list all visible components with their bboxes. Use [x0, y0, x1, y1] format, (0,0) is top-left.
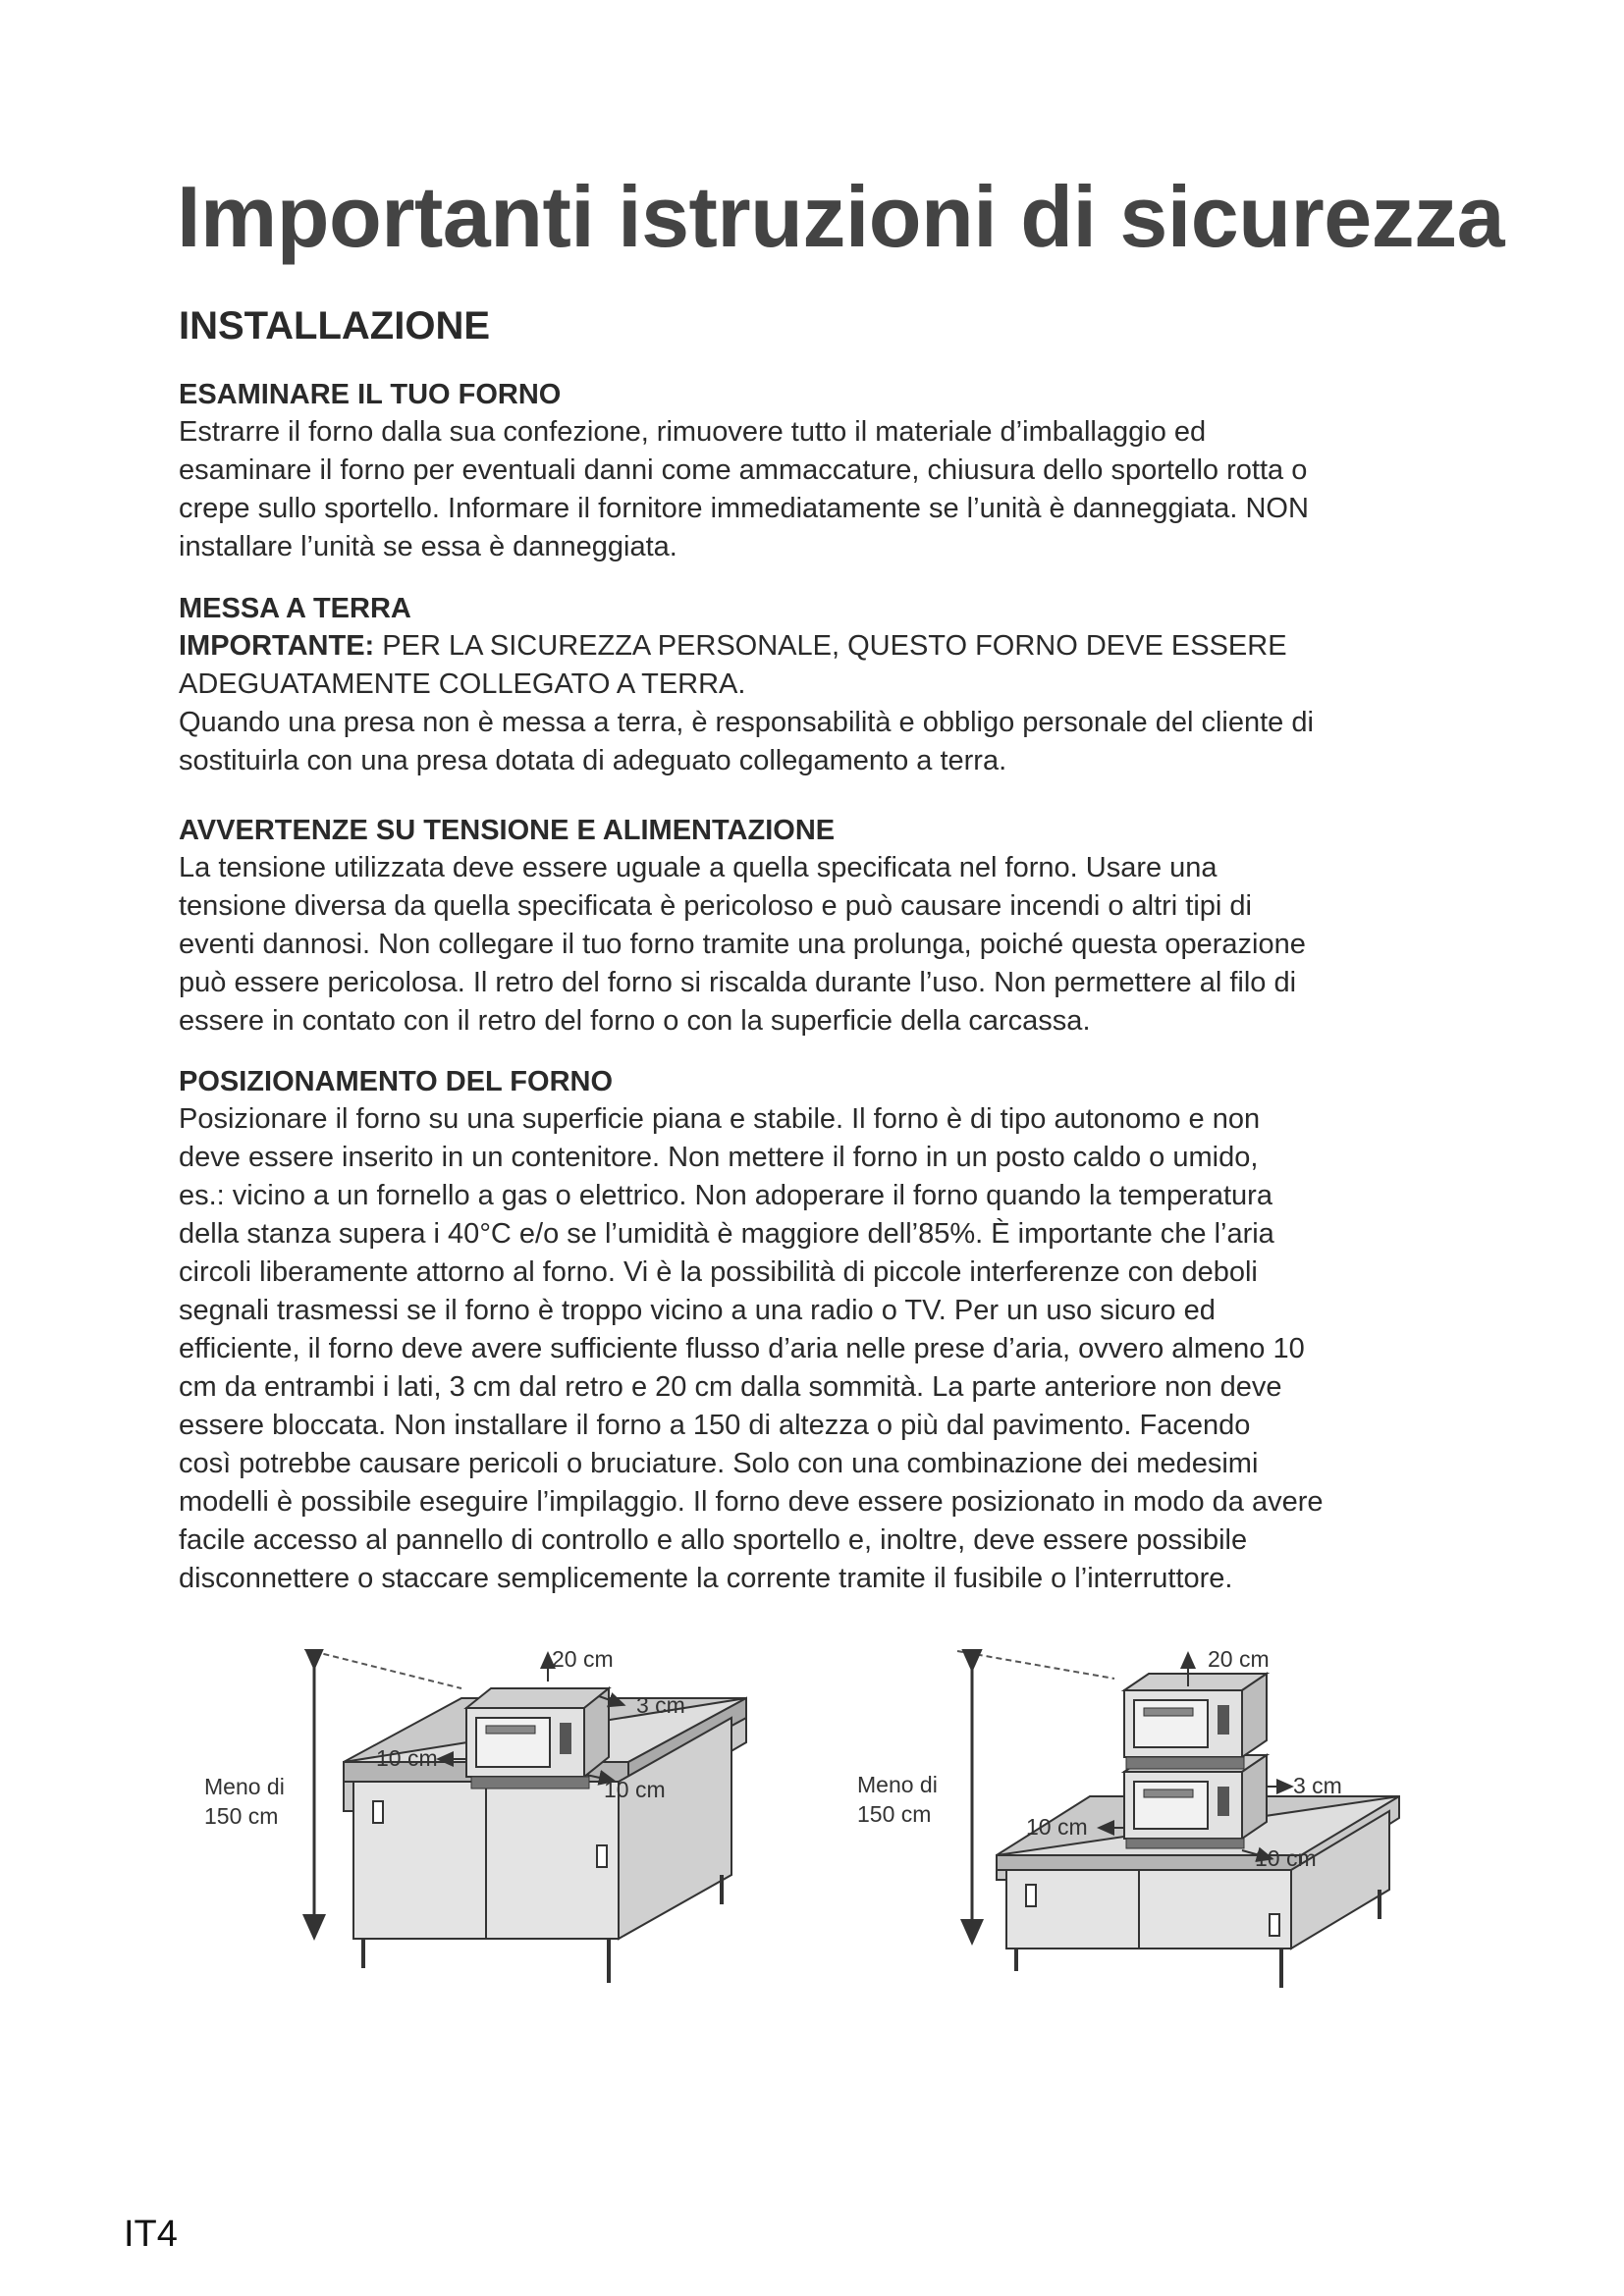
esaminare-line: esaminare il forno per eventuali danni come ammaccature, chiusura dello sportello rotta o [179, 454, 1308, 486]
tensione-line: essere in contato con il retro del forno o con la superficie della carcassa. [179, 1005, 1091, 1037]
heading-messa-a-terra: MESSA A TERRA [179, 593, 411, 624]
terra-line: Quando una presa non è messa a terra, è responsabilità e obbligo personale del cliente di [179, 707, 1314, 738]
right-clearance-label: 10 cm [604, 1777, 666, 1802]
height-label-line2: 150 cm [204, 1803, 279, 1829]
section-esaminare [179, 376, 1485, 566]
back-clearance-label: 3 cm [1293, 1773, 1342, 1798]
important-text: PER LA SICUREZZA PERSONALE, QUESTO FORNO DEVE ESSERE [374, 630, 1287, 662]
posizionamento-line: es.: vicino a un fornello a gas o elettrico. Non adoperare il forno quando la temperatura [179, 1180, 1272, 1211]
posizionamento-line: modelli è possibile eseguire l’impilaggio. Il forno deve essere posizionato in modo da avere [179, 1486, 1324, 1518]
height-label-line2: 150 cm [857, 1801, 932, 1827]
heading-esaminare: ESAMINARE IL TUO FORNO [179, 379, 562, 410]
posizionamento-line: cm da entrambi i lati, 3 cm dal retro e 20 cm dalla sommità. La parte anteriore non deve [179, 1371, 1282, 1403]
posizionamento-line: Posizionare il forno su una superficie piana e stabile. Il forno è di tipo autonomo e non [179, 1103, 1261, 1135]
posizionamento-line: essere bloccata. Non installare il forno a 150 di altezza o più dal pavimento. Facendo [179, 1410, 1251, 1441]
left-clearance-label: 10 cm [1026, 1814, 1088, 1840]
tensione-line: La tensione utilizzata deve essere uguale a quella specificata nel forno. Usare una [179, 852, 1218, 883]
single-oven-illustration [196, 1649, 776, 2042]
height-label-line1: Meno di [204, 1774, 285, 1799]
esaminare-line: Estrarre il forno dalla sua confezione, rimuovere tutto il materiale d’imballaggio ed [179, 416, 1207, 448]
esaminare-line: crepe sullo sportello. Informare il fornitore immediatamente se l’unità è danneggiata. NON [179, 493, 1309, 524]
figure-single-oven [196, 1646, 776, 2042]
terra-line: sostituirla con una presa dotata di adeguato collegamento a terra. [179, 745, 1007, 776]
right-clearance-label: 10 cm [1255, 1845, 1317, 1871]
posizionamento-line: disconnettere o staccare semplicemente la corrente tramite il fusibile o l’interruttore. [179, 1563, 1233, 1594]
figure-stacked-ovens [849, 1646, 1429, 2042]
cabinet-front [1006, 1870, 1291, 1949]
section-messa-a-terra [179, 590, 1485, 780]
terra-important-line [179, 627, 1485, 666]
tensione-line: tensione diversa da quella specificata è pericoloso e può causare incendi o altri tipi di [179, 890, 1252, 922]
stacked-ovens-illustration [849, 1649, 1429, 2042]
back-clearance-label: 3 cm [636, 1692, 685, 1718]
top-clearance-label: 20 cm [1208, 1646, 1270, 1672]
tensione-line: eventi dannosi. Non collegare il tuo forno tramite una prolunga, poiché questa operazione [179, 929, 1306, 960]
posizionamento-line: segnali trasmessi se il forno è troppo vicino a una radio o TV. Per un uso sicuro ed [179, 1295, 1216, 1326]
posizionamento-line: della stanza supera i 40°C e/o se l’umidità è maggiore dell’85%. È importante che l’aria [179, 1218, 1274, 1250]
important-label: IMPORTANTE: [179, 630, 375, 662]
heading-tensione: AVVERTENZE SU TENSIONE E ALIMENTAZIONE [179, 815, 836, 846]
tensione-line: può essere pericolosa. Il retro del forno si riscalda durante l’uso. Non permettere al filo di [179, 967, 1297, 998]
section-posizionamento [179, 1063, 1485, 1598]
page-number: IT4 [124, 2214, 178, 2255]
page-title: Importanti istruzioni di sicurezza [177, 168, 1505, 265]
posizionamento-line: così potrebbe causare pericoli o bruciature. Solo con una combinazione dei medesimi [179, 1448, 1259, 1479]
heading-posizionamento: POSIZIONAMENTO DEL FORNO [179, 1066, 614, 1097]
dashed-guide-line [957, 1651, 1114, 1679]
terra-line: ADEGUATAMENTE COLLEGATO A TERRA. [179, 668, 746, 700]
top-clearance-label: 20 cm [552, 1646, 614, 1672]
height-label-line1: Meno di [857, 1772, 938, 1797]
posizionamento-line: efficiente, il forno deve avere sufficiente flusso d’aria nelle prese d’aria, ovvero almeno 10 [179, 1333, 1305, 1364]
dashed-guide-line [304, 1649, 461, 1688]
section-title: INSTALLAZIONE [179, 304, 491, 347]
esaminare-line: installare l’unità se essa è danneggiata. [179, 531, 677, 562]
posizionamento-line: deve essere inserito in un contenitore. Non mettere il forno in un posto caldo o umido, [179, 1142, 1259, 1173]
posizionamento-line: facile accesso al pannello di controllo e allo sportello e, inoltre, deve essere possibile [179, 1524, 1248, 1556]
posizionamento-line: circoli liberamente attorno al forno. Vi è la possibilità di piccole interferenze con deboli [179, 1256, 1258, 1288]
left-clearance-label: 10 cm [376, 1745, 438, 1771]
section-tensione [179, 812, 1485, 1041]
